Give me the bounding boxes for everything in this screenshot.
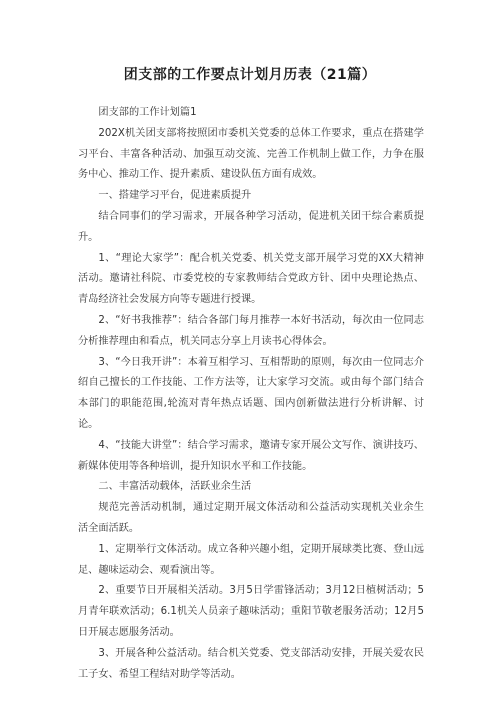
section-heading: 团支部的工作计划篇1 <box>98 107 197 118</box>
list-item: 1、“理论大家学”：配合机关党委、机关党支部开展学习党的XX大精神活动。邀请社科院、市委党校的专家教师结合党政方针、团中央理论热点、青岛经济社会发展方向等专题进行授课。 <box>78 252 424 306</box>
list-item: 3、开展各种公益活动。结合机关党委、党支部活动安排，开展关爱农民工子女、希望工程结对助学等活动。 <box>78 647 424 680</box>
list-item: 1、定期举行文体活动。成立各种兴趣小组，定期开展球类比赛、登山远足、趣味运动会、观看演出等。 <box>78 543 424 576</box>
document-title: 团支部的工作要点计划月历表（21篇） <box>123 67 377 83</box>
document-body <box>78 103 424 685</box>
list-item: 3、“今日我开讲”：本着互相学习、互相帮助的原则，每次由一位同志介绍自己擅长的工作技能、工作方法等，让大家学习交流。或由每个部门结合本部门的职能范围,轮流对青年热点话题、国内创新做法进行分析讲解、讨论。 <box>78 356 424 430</box>
list-item: 2、“好书我推荐”：结合各部门每月推荐一本好书活动，每次由一位同志分析推荐理由和看点，机关同志分享上月读书心得体会。 <box>78 314 424 347</box>
list-item: 2、重要节日开展相关活动。3月5日学雷锋活动；3月12日植树活动；5月青年联欢活动；6.1机关人员亲子趣味活动；重阳节敬老服务活动；12月5日开展志愿服务活动。 <box>78 585 424 638</box>
paragraph: 规范完善活动机制，通过定期开展文体活动和公益活动实现机关业余生活全面活跃。 <box>78 502 424 534</box>
subheading: 二、丰富活动载体，活跃业余生活 <box>98 481 252 493</box>
list-item: 4、“技能大讲堂”：结合学习需求，邀请专家开展公文写作、演讲技巧、新媒体使用等各种培训，提升知识水平和工作技能。 <box>78 439 424 472</box>
subheading: 一、搭建学习平台，促进素质提升 <box>98 190 252 202</box>
paragraph: 202X机关团支部将按照团市委机关党委的总体工作要求，重点在搭建学习平台、丰富各种活动、加强互动交流、完善工作机制上做工作，力争在服务中心、推动工作、提升素质、建设队伍方面有成效。 <box>78 127 424 181</box>
paragraph: 结合同事们的学习需求，开展各种学习活动，促进机关团干综合素质提升。 <box>78 210 424 243</box>
